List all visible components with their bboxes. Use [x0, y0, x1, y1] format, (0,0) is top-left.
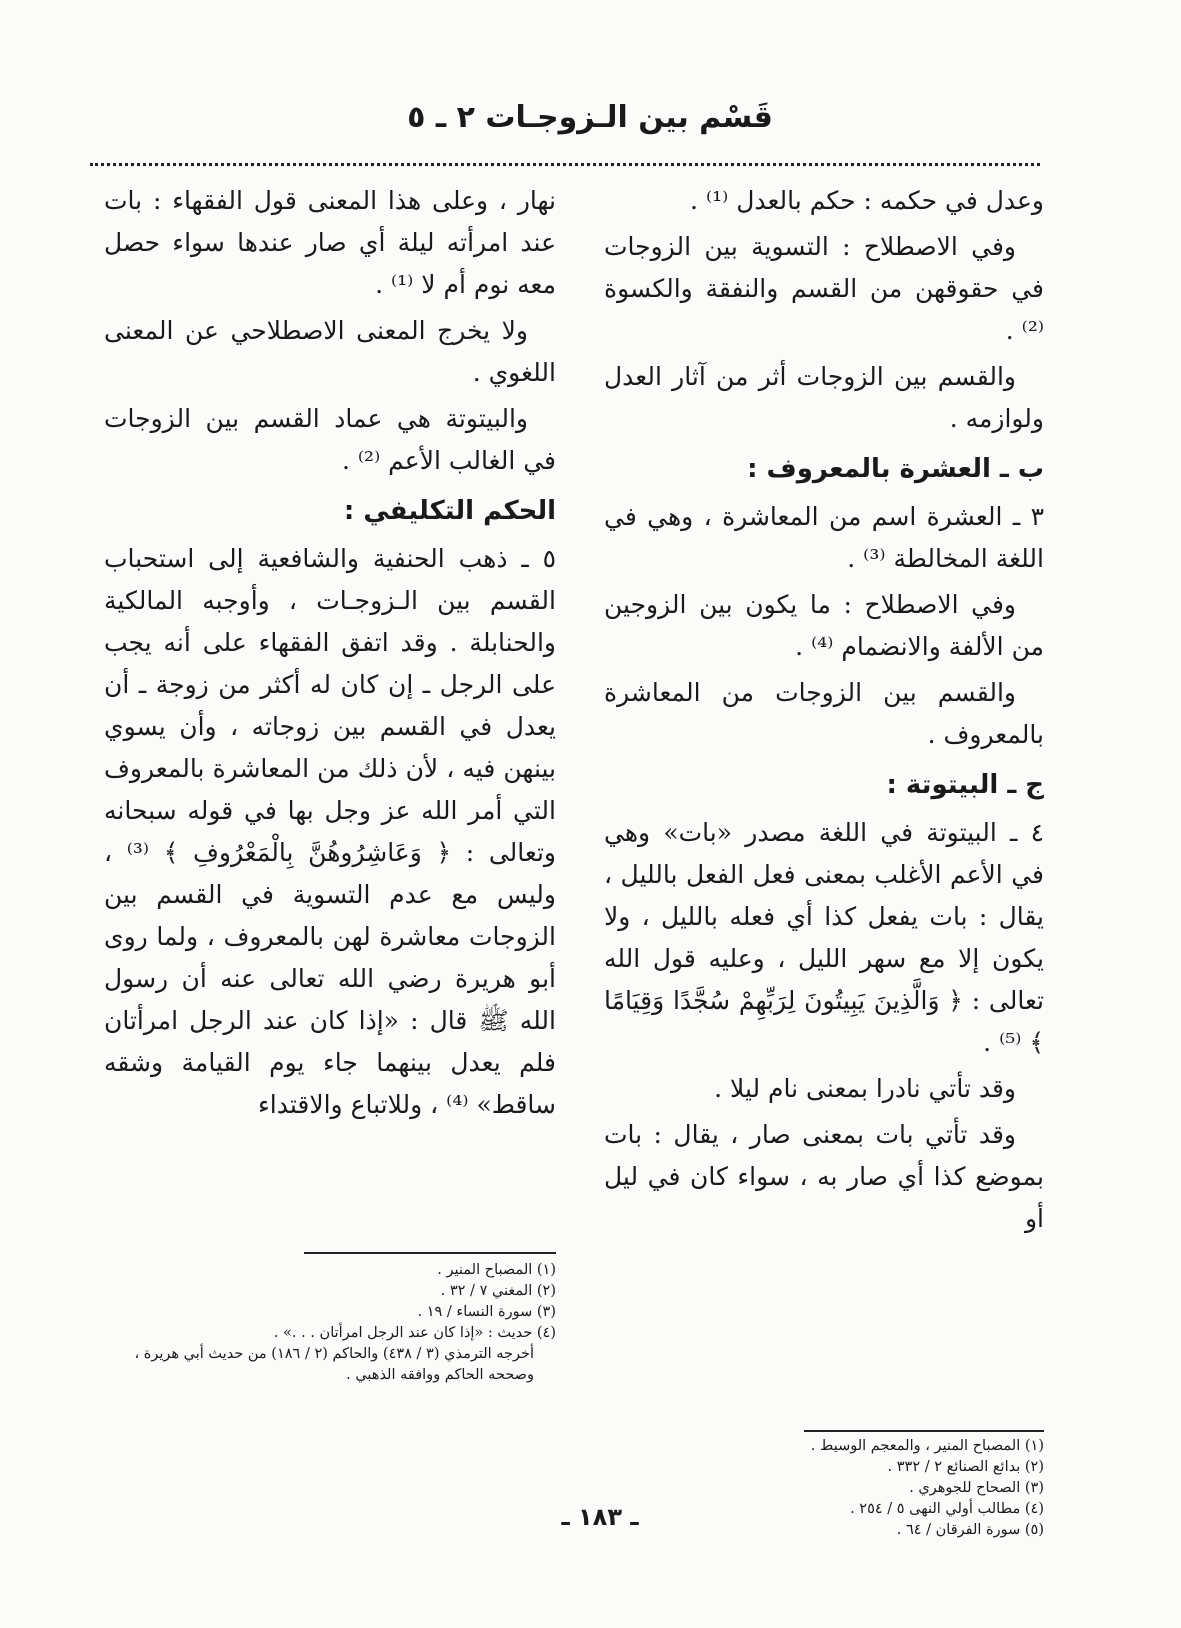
header-dotted-rule — [90, 163, 1040, 166]
section-heading: ب ـ العشرة بالمعروف : — [747, 454, 1044, 484]
paragraph: والبيتوتة هي عماد القسم بين الزوجات في الغالب الأعم ⁽²⁾ . — [104, 404, 556, 475]
paragraph: وفي الاصطلاح : التسوية بين الزوجات في حقوقهن من القسم والنفقة والكسوة ⁽²⁾ . — [604, 232, 1044, 345]
section-heading: ج ـ البيتوتة : — [886, 770, 1044, 800]
section-heading: الحكم التكليفي : — [343, 496, 556, 526]
footnote: (٤) حديث : «إذا كان عند الرجل امرأتان . . .» . — [273, 1325, 556, 1341]
footnote: (٣) الصحاح للجوهري . — [909, 1480, 1044, 1496]
paragraph: ٤ ـ البيتوتة في اللغة مصدر «بات» وهي في الأعم الأغلب بمعنى فعل الفعل بالليل ، يقال : بات يفعل كذا أي فعله بالليل ، ولا يكون إلا مع سهر الليل ، وعليه قول الله تعالى : ﴿ وَالَّذِينَ يَبِيتُونَ لِرَبِّهِمْ سُجَّدًا وَقِيَامًا ﴾ ⁽⁵⁾ . — [604, 818, 1044, 1057]
paragraph: وفي الاصطلاح : ما يكون بين الزوجين من الألفة والانضمام ⁽⁴⁾ . — [604, 590, 1044, 661]
paragraph: وقد تأتي نادرا بمعنى نام ليلا . — [714, 1074, 1016, 1103]
paragraph: والقسم بين الزوجات من المعاشرة بالمعروف . — [604, 678, 1044, 749]
paragraph: نهار ، وعلى هذا المعنى قول الفقهاء : بات عند امرأته ليلة أي صار عندها سواء حصل معه نوم أم لا ⁽¹⁾ . — [104, 186, 556, 299]
footnote-continuation: أخرجه الترمذي (٣ / ٤٣٨) والحاكم (٢ / ١٨٦) من حديث أبي هريرة ، وصححه الحاكم ووافقه الذهبي . — [134, 1346, 534, 1383]
paragraph: وعدل في حكمه : حكم بالعدل ⁽¹⁾ . — [690, 186, 1044, 215]
footnote: (٢) المغني ٧ / ٣٢ . — [440, 1283, 556, 1299]
footnote: (٢) بدائع الصنائع ٢ / ٣٣٢ . — [887, 1459, 1044, 1475]
running-header: قَسْم بين الـزوجـات ٢ ـ ٥ — [407, 100, 773, 135]
footnote: (١) المصباح المنير ، والمعجم الوسيط . — [810, 1438, 1044, 1454]
paragraph: والقسم بين الزوجات أثر من آثار العدل ولوازمه . — [604, 362, 1044, 433]
paragraph: ولا يخرج المعنى الاصطلاحي عن المعنى اللغوي . — [104, 316, 556, 387]
footnote-rule — [804, 1430, 1044, 1432]
right-column — [604, 180, 1044, 1244]
footnote-rule — [304, 1252, 556, 1254]
left-column — [104, 180, 556, 1130]
paragraph: ٣ ـ العشرة اسم من المعاشرة ، وهي في اللغة المخالطة ⁽³⁾ . — [604, 502, 1044, 573]
footnote: (١) المصباح المنير . — [437, 1262, 556, 1278]
footnotes-left — [104, 1260, 556, 1386]
footnote: (٤) مطالب أولي النهى ٥ / ٢٥٤ . — [850, 1501, 1044, 1517]
footnote: (٣) سورة النساء / ١٩ . — [417, 1304, 556, 1320]
paragraph: وقد تأتي بات بمعنى صار ، يقال : بات بموضع كذا أي صار به ، سواء كان في ليل أو — [604, 1120, 1044, 1233]
footnote: (٥) سورة الفرقان / ٦٤ . — [896, 1522, 1044, 1538]
page-number: ـ ١٨٣ ـ — [561, 1503, 639, 1531]
paragraph: ٥ ـ ذهب الحنفية والشافعية إلى استحباب القسم بين الـزوجـات ، وأوجبه المالكية والحنابلة . وقد اتفق الفقهاء على أنه يجب على الرجل ـ إن كان له أكثر من زوجة ـ أن يعدل في القسم بين زوجاته ، وأن يسوي بينهن فيه ، لأن ذلك من المعاشرة بالمعروف التي أمر الله عز وجل بها في قوله سبحانه وتعالى : ﴿ وَعَاشِرُوهُنَّ بِالْمَعْرُوفِ ﴾ ⁽³⁾ ، وليس مع عدم التسوية في القسم بين الزوجات معاشرة لهن بالمعروف ، ولما روى أبو هريرة رضي الله تعالى عنه أن رسول الله ﷺ قال : «إذا كان عند الرجل امرأتان فلم يعدل بينهما جاء يوم القيامة وشقه ساقط» ⁽⁴⁾ ، وللاتباع والاقتداء — [104, 544, 557, 1119]
